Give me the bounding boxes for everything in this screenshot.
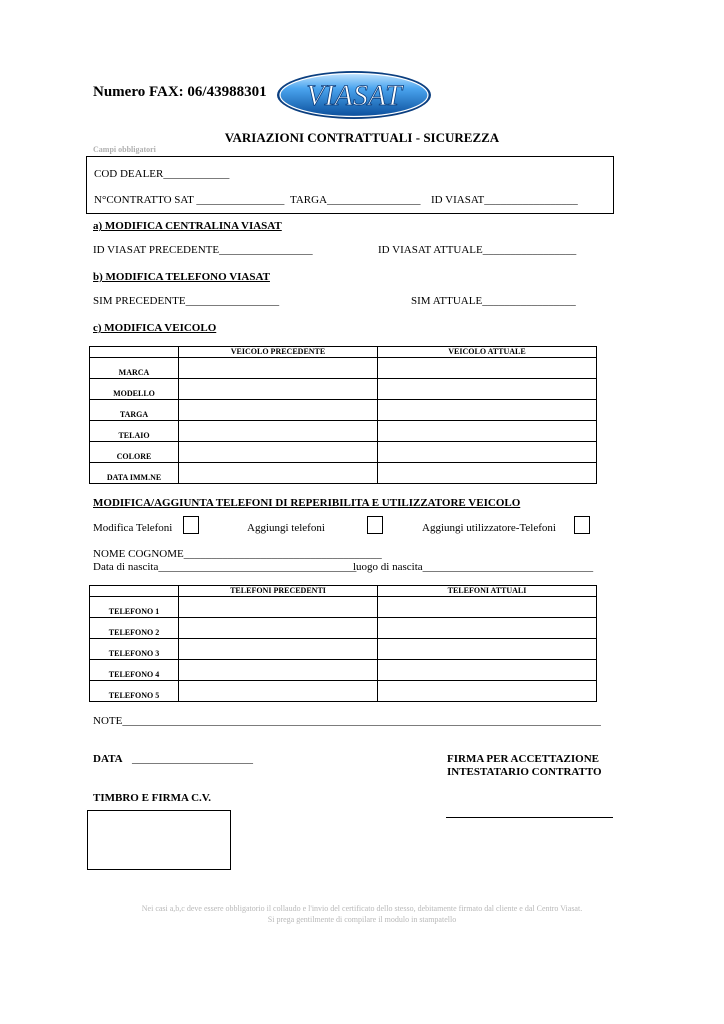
phone-curr-cell[interactable] <box>378 681 597 702</box>
nome-cognome-field[interactable]: NOME COGNOME____________________________________ <box>93 548 382 560</box>
phone-prev-cell[interactable] <box>179 597 378 618</box>
vehicle-prev-header: VEICOLO PRECEDENTE <box>179 347 378 358</box>
timbro-firma-label: TIMBRO E FIRMA C.V. <box>93 792 212 804</box>
id-viasat-field[interactable]: ID VIASAT_________________ <box>431 194 578 206</box>
phone-curr-cell[interactable] <box>378 660 597 681</box>
aggiungi-utilizzatore-label: Aggiungi utilizzatore-Telefoni <box>422 522 556 534</box>
phone-prev-cell[interactable] <box>179 618 378 639</box>
vehicle-row-label: TELAIO <box>90 421 179 442</box>
phone-row-label: TELEFONO 1 <box>90 597 179 618</box>
luogo-nascita-field[interactable]: luogo di nascita_______________________________ <box>353 561 594 573</box>
section-d-title: MODIFICA/AGGIUNTA TELEFONI DI REPERIBILITA E UTILIZZATORE VEICOLO <box>93 497 521 509</box>
vehicle-row-label: TARGA <box>90 400 179 421</box>
vehicle-prev-cell[interactable] <box>179 421 378 442</box>
aggiungi-telefoni-checkbox[interactable] <box>367 516 383 534</box>
vehicle-row-label: MARCA <box>90 358 179 379</box>
intestatario-contratto-label: INTESTATARIO CONTRATTO <box>447 766 602 778</box>
vehicle-prev-cell[interactable] <box>179 400 378 421</box>
phones-table-corner <box>90 586 179 597</box>
phone-prev-cell[interactable] <box>179 660 378 681</box>
targa-field[interactable]: TARGA_________________ <box>290 194 421 206</box>
phone-row-label: TELEFONO 2 <box>90 618 179 639</box>
fax-number: Numero FAX: 06/43988301 <box>93 84 267 100</box>
data-nascita-field[interactable]: Data di nascita____________________________________ <box>93 561 357 573</box>
cod-dealer-field[interactable]: COD DEALER____________ <box>94 168 230 180</box>
section-b-title: b) MODIFICA TELEFONO VIASAT <box>93 271 270 283</box>
vehicle-table-corner <box>90 347 179 358</box>
signature-line[interactable] <box>446 817 613 818</box>
aggiungi-telefoni-label: Aggiungi telefoni <box>247 522 325 534</box>
phones-prev-header: TELEFONI PRECEDENTI <box>179 586 378 597</box>
data-field[interactable]: ______________________ <box>132 753 253 765</box>
phone-curr-cell[interactable] <box>378 618 597 639</box>
vehicle-prev-cell[interactable] <box>179 463 378 484</box>
sim-attuale-field[interactable]: SIM ATTUALE_________________ <box>411 295 576 307</box>
id-viasat-precedente-field[interactable]: ID VIASAT PRECEDENTE_________________ <box>93 244 313 256</box>
sim-precedente-field[interactable]: SIM PRECEDENTE_________________ <box>93 295 280 307</box>
form-title: VARIAZIONI CONTRATTUALI - SICUREZZA <box>224 130 500 145</box>
vehicle-row-label: COLORE <box>90 442 179 463</box>
footer-note-1: Nei casi a,b,c deve essere obbligatorio il collaudo e l'invio del certificato dello stesso, debitamente firmato dal cliente e dal Centro Viasat. <box>141 904 583 913</box>
vehicle-curr-cell[interactable] <box>378 421 597 442</box>
section-c-title: c) MODIFICA VEICOLO <box>93 322 217 334</box>
note-field[interactable]: NOTE_______________________________________________________________________________________ <box>93 715 601 727</box>
footer-note-2: Si prega gentilmente di compilare il modulo in stampatello <box>267 915 457 924</box>
stamp-box[interactable] <box>87 810 231 870</box>
vehicle-curr-cell[interactable] <box>378 379 597 400</box>
phone-row-label: TELEFONO 5 <box>90 681 179 702</box>
phones-curr-header: TELEFONI ATTUALI <box>378 586 597 597</box>
vehicle-curr-cell[interactable] <box>378 358 597 379</box>
section-a-title: a) MODIFICA CENTRALINA VIASAT <box>93 220 282 232</box>
phone-row-label: TELEFONO 4 <box>90 660 179 681</box>
phones-table <box>89 585 597 702</box>
vehicle-table <box>89 346 597 484</box>
modifica-telefoni-label: Modifica Telefoni <box>93 522 173 534</box>
viasat-logo <box>276 70 432 120</box>
contratto-sat-field[interactable]: N°CONTRATTO SAT ________________ <box>94 194 285 206</box>
vehicle-row-label: MODELLO <box>90 379 179 400</box>
vehicle-prev-cell[interactable] <box>179 379 378 400</box>
phone-row-label: TELEFONO 3 <box>90 639 179 660</box>
phone-curr-cell[interactable] <box>378 639 597 660</box>
phone-prev-cell[interactable] <box>179 639 378 660</box>
vehicle-curr-cell[interactable] <box>378 442 597 463</box>
aggiungi-utilizzatore-checkbox[interactable] <box>574 516 590 534</box>
vehicle-prev-cell[interactable] <box>179 358 378 379</box>
logo-text: VIASAT <box>306 79 402 112</box>
vehicle-curr-cell[interactable] <box>378 463 597 484</box>
vehicle-curr-cell[interactable] <box>378 400 597 421</box>
id-viasat-attuale-field[interactable]: ID VIASAT ATTUALE_________________ <box>378 244 577 256</box>
vehicle-curr-header: VEICOLO ATTUALE <box>378 347 597 358</box>
required-fields-note: Campi obbligatori <box>93 145 156 154</box>
vehicle-row-label: DATA IMM.NE <box>90 463 179 484</box>
phone-prev-cell[interactable] <box>179 681 378 702</box>
firma-accettazione-label: FIRMA PER ACCETTAZIONE <box>447 753 599 765</box>
phone-curr-cell[interactable] <box>378 597 597 618</box>
modifica-telefoni-checkbox[interactable] <box>183 516 199 534</box>
data-label: DATA <box>93 753 123 765</box>
vehicle-prev-cell[interactable] <box>179 442 378 463</box>
